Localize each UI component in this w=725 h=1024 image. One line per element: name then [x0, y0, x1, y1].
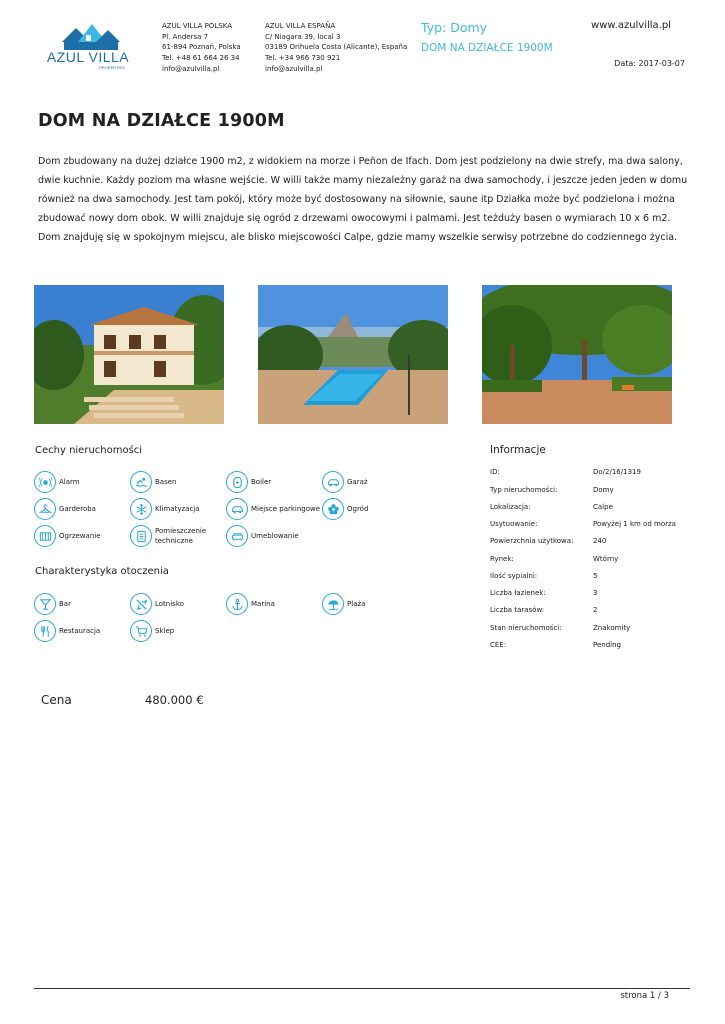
feature-label: Basen: [155, 478, 177, 486]
surrounding-restaurant: [34, 619, 130, 643]
info-key: Liczba łazienek:: [490, 589, 546, 597]
feature-label: Pomieszczenie techniczne: [155, 527, 207, 545]
info-value: Wtórny: [593, 555, 619, 563]
poland-office-contact: [162, 21, 241, 75]
price-label: Cena: [41, 693, 72, 707]
garage-icon: [322, 471, 344, 493]
surrounding-bar: [34, 592, 130, 616]
office-city: 03189 Orihuela Costa (Alicante), España: [265, 43, 408, 52]
surrounding-beach: [322, 592, 418, 616]
feature-parking: [226, 497, 322, 521]
info-key: Liczba tarasów:: [490, 606, 545, 614]
property-photo-pool-view[interactable]: [258, 285, 448, 424]
feature-garage: [322, 470, 418, 494]
feature-label: Umeblowanie: [251, 532, 299, 540]
office-address: C/ Niagara 39, local 3: [265, 32, 341, 41]
surrounding-marina: [226, 592, 322, 616]
flower-icon: [322, 498, 344, 520]
office-name: AZUL VILLA POLSKA: [162, 22, 232, 30]
info-value: 240: [593, 537, 607, 545]
feature-label: Garaż: [347, 478, 368, 486]
snowflake-icon: [130, 498, 152, 520]
office-address: Pl. Andersa 7: [162, 32, 209, 41]
feature-label: Garderoba: [59, 505, 96, 513]
sofa-icon: [226, 525, 248, 547]
pool-icon: [130, 471, 152, 493]
spain-office-contact: [265, 21, 407, 75]
info-key: Rynek:: [490, 555, 514, 563]
cocktail-icon: [34, 593, 56, 615]
feature-label: Plaża: [347, 600, 366, 608]
anchor-icon: [226, 593, 248, 615]
info-value: 3: [593, 589, 598, 597]
feature-label: Bar: [59, 600, 71, 608]
parking-icon: [226, 498, 248, 520]
feature-label: Klimatyzacja: [155, 505, 200, 513]
feature-label: Boiler: [251, 478, 272, 486]
office-email[interactable]: info@azulvilla.pl: [265, 64, 323, 73]
office-phone: Tel. +34 966 730 921: [265, 54, 341, 63]
svg-text:AZUL VILLA: AZUL VILLA: [46, 49, 130, 65]
cutlery-icon: [34, 620, 56, 642]
info-key: ID:: [490, 468, 500, 476]
info-key: Typ nieruchomości:: [490, 486, 558, 494]
office-phone: Tel. +48 61 664 26 34: [162, 54, 240, 63]
feature-label: Alarm: [59, 478, 80, 486]
info-key: Usytuowanie:: [490, 520, 538, 528]
airplane-icon: [130, 593, 152, 615]
tools-icon: [130, 525, 152, 547]
office-email[interactable]: info@azulvilla.pl: [162, 64, 220, 73]
radiator-icon: [34, 525, 56, 547]
feature-label: Marina: [251, 600, 275, 608]
feature-wardrobe: [34, 497, 130, 521]
surroundings-heading: Charakterystyka otoczenia: [35, 566, 169, 577]
info-key: Stan nieruchomości:: [490, 624, 562, 632]
office-name: AZUL VILLA ESPAÑA: [265, 22, 336, 30]
feature-label: Sklep: [155, 627, 175, 635]
property-type-label: Typ: Domy: [421, 20, 488, 35]
feature-label: Restauracja: [59, 627, 101, 635]
document-date: Data: 2017-03-07: [614, 59, 685, 68]
feature-air-conditioning: [130, 497, 226, 521]
features-heading: Cechy nieruchomości: [35, 445, 143, 456]
info-value: Domy: [593, 486, 614, 494]
header-property-title: DOM NA DZIAŁCE 1900M: [421, 42, 553, 54]
feature-furniture: [226, 524, 322, 548]
info-value: Do/2/16/1319: [593, 468, 641, 476]
feature-label: Lotnisko: [155, 600, 184, 608]
feature-technical-room: [130, 524, 226, 548]
info-value: Powyżej 1 km od morza: [593, 520, 676, 528]
info-heading: Informacje: [490, 444, 546, 456]
office-city: 61-894 Poznań, Polska: [162, 43, 241, 52]
feature-heating: [34, 524, 130, 548]
feature-pool: [130, 470, 226, 494]
info-value: 2: [593, 606, 598, 614]
boiler-icon: [226, 471, 248, 493]
footer-divider: [34, 988, 690, 989]
surrounding-shop: [130, 619, 226, 643]
property-photo-garden[interactable]: [482, 285, 672, 424]
price-value: 480.000 €: [145, 693, 204, 707]
page-title: DOM NA DZIAŁCE 1900M: [38, 111, 285, 131]
surrounding-airport: [130, 592, 226, 616]
umbrella-icon: [322, 593, 344, 615]
info-key: Ilość sypialni:: [490, 572, 538, 580]
alarm-icon: [34, 471, 56, 493]
info-key: Powierzchnia użytkowa:: [490, 537, 574, 545]
feature-boiler: [226, 470, 322, 494]
info-value: Pending: [593, 641, 621, 649]
feature-label: Miejsce parkingowe: [251, 505, 321, 513]
info-key: CEE:: [490, 641, 507, 649]
feature-garden: [322, 497, 418, 521]
feature-label: Ogrzewanie: [59, 532, 101, 540]
feature-alarm: [34, 470, 130, 494]
info-value: Znakomity: [593, 624, 631, 632]
website-link[interactable]: www.azulvilla.pl: [591, 20, 671, 31]
info-key: Lokalizacja:: [490, 503, 531, 511]
info-value: Calpe: [593, 503, 613, 511]
feature-label: Ogród: [347, 505, 369, 513]
svg-text:PROPERTIES: PROPERTIES: [99, 65, 125, 70]
property-photo-house[interactable]: [34, 285, 224, 424]
page-number: strona 1 / 3: [620, 991, 669, 1001]
info-value: 5: [593, 572, 598, 580]
company-logo[interactable]: [40, 18, 136, 70]
property-description: Dom zbudowany na dużej działce 1900 m2, z widokiem na morze i Peñon de Ifach. Dom jest podzielony na dwie strefy, ma dwa salony, dwie kuchnie. Każdy poziom ma własne wejście. W willi także mamy niezależny garaż na dwa samochody, i jeszcze jeden jeden w domu również na dwa samochody. Jest tam pokój, który może być dostosowany na siłownie, saune itp Działka może być podzielona i można zbudować nowy dom obok. W willi znajduje się ogród z drzewami owocowymi i palmami. Jest teżduży basen o wymiarach 10 x 6 m2. Dom znajduję się w spokojnym miejscu, ale blisko miejscowości Calpe, gdzie mamy wszelkie serwisy potrzebne do codziennego życia.: [38, 156, 688, 243]
wardrobe-icon: [34, 498, 56, 520]
cart-icon: [130, 620, 152, 642]
